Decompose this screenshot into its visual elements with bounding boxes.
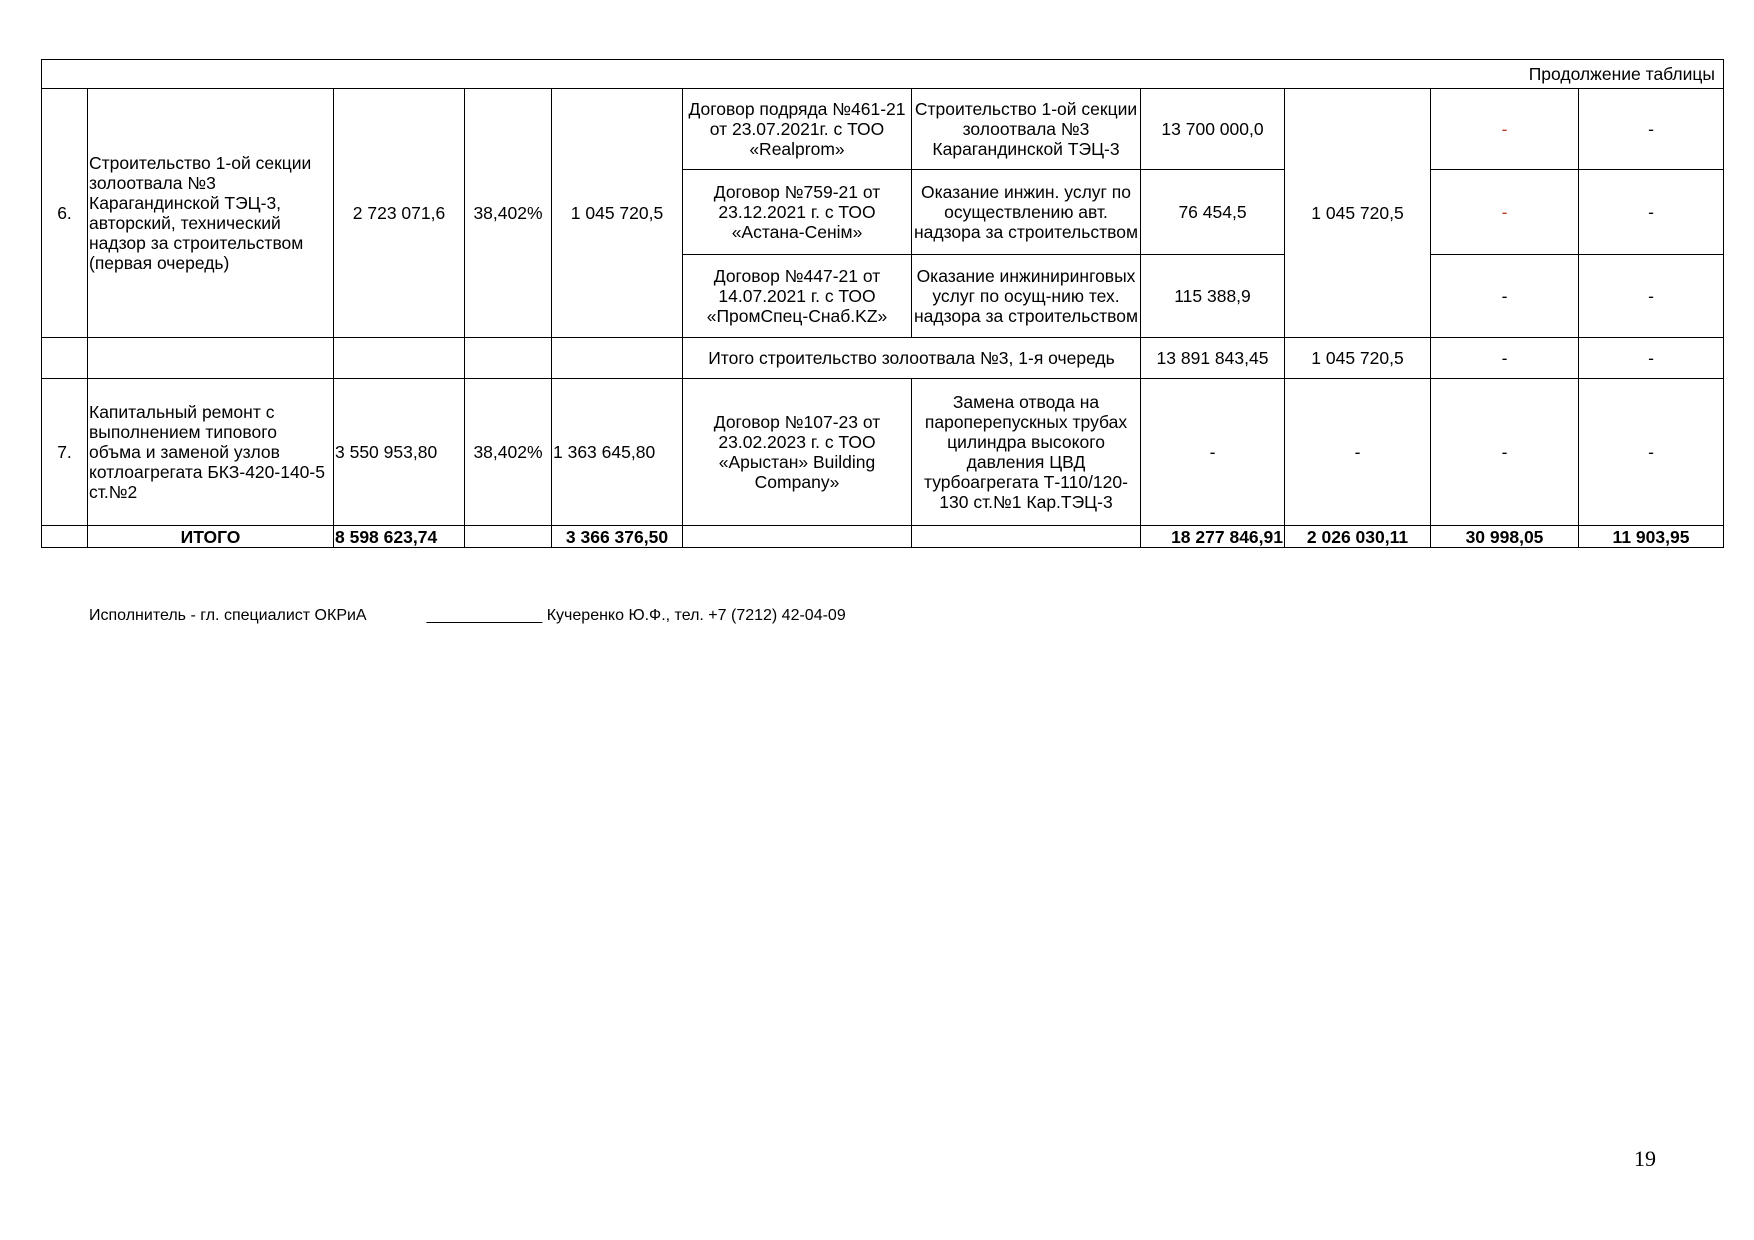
paid-cell: 1 045 720,5 [1285, 89, 1431, 338]
subtotal-row [42, 338, 1724, 379]
subtotal-paid: 1 045 720,5 [1285, 338, 1431, 379]
subject-cell: Оказание инжин. услуг по осуществлению авт. надзора за строительством [912, 170, 1141, 255]
total-share: 3 366 376,50 [552, 526, 683, 548]
continuation-label: Продолжение таблицы [42, 60, 1724, 89]
contract-cell: Договор №107-23 от 23.02.2023 г. с ТОО «Арыстан» Building Company» [683, 379, 912, 526]
object-name: Капитальный ремонт с выполнением типового объма и заменой узлов котлоагрегата БКЗ-420-140-5 ст.№2 [88, 379, 334, 526]
percent-cell: 38,402% [465, 379, 552, 526]
contract-value-cell: 115 388,9 [1141, 255, 1285, 338]
subject-cell: Строительство 1-ой секции золоотвала №3 Карагандинской ТЭЦ-3 [912, 89, 1141, 170]
share-cell: 1 045 720,5 [552, 89, 683, 338]
contract-cell: Договор №759-21 от 23.12.2021 г. с ТОО «Астана-Сенім» [683, 170, 912, 255]
col11-cell: - [1431, 170, 1579, 255]
empty-cell [552, 338, 683, 379]
table-row [42, 379, 1724, 526]
empty-cell [912, 526, 1141, 548]
empty-cell [683, 526, 912, 548]
col12-cell: - [1579, 379, 1724, 526]
contract-cell: Договор подряда №461-21 от 23.07.2021г. с ТОО «Realprom» [683, 89, 912, 170]
row-number: 7. [42, 379, 88, 526]
contract-value-cell: 76 454,5 [1141, 170, 1285, 255]
contact-info: Кучеренко Ю.Ф., тел. +7 (7212) 42-04-09 [546, 607, 846, 624]
col12-cell: - [1579, 89, 1724, 170]
col11-cell: - [1431, 255, 1579, 338]
col11-cell: - [1431, 89, 1579, 170]
empty-cell [334, 338, 465, 379]
total-value: 18 277 846,91 [1141, 526, 1285, 548]
empty-cell [88, 338, 334, 379]
total-amount: 8 598 623,74 [334, 526, 465, 548]
subtotal-value: 13 891 843,45 [1141, 338, 1285, 379]
total-col12: 11 903,95 [1579, 526, 1724, 548]
empty-cell [465, 526, 552, 548]
continuation-row [42, 60, 1724, 89]
col11-cell: - [1431, 379, 1579, 526]
col12-cell: - [1579, 338, 1724, 379]
signature-line: _____________ [426, 607, 543, 624]
empty-cell [465, 338, 552, 379]
report-table [41, 59, 1724, 548]
share-cell: 1 363 645,80 [552, 379, 683, 526]
amount-cell: 2 723 071,6 [334, 89, 465, 338]
executor-label: Исполнитель - гл. специалист ОКРиА [89, 607, 367, 624]
contract-cell: Договор №447-21 от 14.07.2021 г. с ТОО «ПромСпец-Снаб.KZ» [683, 255, 912, 338]
total-col11: 30 998,05 [1431, 526, 1579, 548]
contract-value-cell: - [1141, 379, 1285, 526]
empty-cell [42, 338, 88, 379]
total-label: ИТОГО [88, 526, 334, 548]
row-number: 6. [42, 89, 88, 338]
footer-signature [89, 607, 846, 625]
percent-cell: 38,402% [465, 89, 552, 338]
table-row [42, 89, 1724, 170]
total-row [42, 526, 1724, 548]
col12-cell: - [1579, 170, 1724, 255]
empty-cell [42, 526, 88, 548]
col11-cell: - [1431, 338, 1579, 379]
subject-cell: Оказание инжиниринговых услуг по осущ-нию тех. надзора за строительством [912, 255, 1141, 338]
paid-cell: - [1285, 379, 1431, 526]
object-name: Строительство 1-ой секции золоотвала №3 Карагандинской ТЭЦ-3, авторский, технический надзор за строительством (первая очередь) [88, 89, 334, 338]
contract-value-cell: 13 700 000,0 [1141, 89, 1285, 170]
col12-cell: - [1579, 255, 1724, 338]
amount-cell: 3 550 953,80 [334, 379, 465, 526]
subject-cell: Замена отвода на пароперепускных трубах цилиндра высокого давления ЦВД турбоагрегата Т-110/120-130 ст.№1 Кар.ТЭЦ-3 [912, 379, 1141, 526]
subtotal-label: Итого строительство золоотвала №3, 1-я очередь [683, 338, 1141, 379]
total-paid: 2 026 030,11 [1285, 526, 1431, 548]
page-number: 19 [1634, 1146, 1656, 1171]
